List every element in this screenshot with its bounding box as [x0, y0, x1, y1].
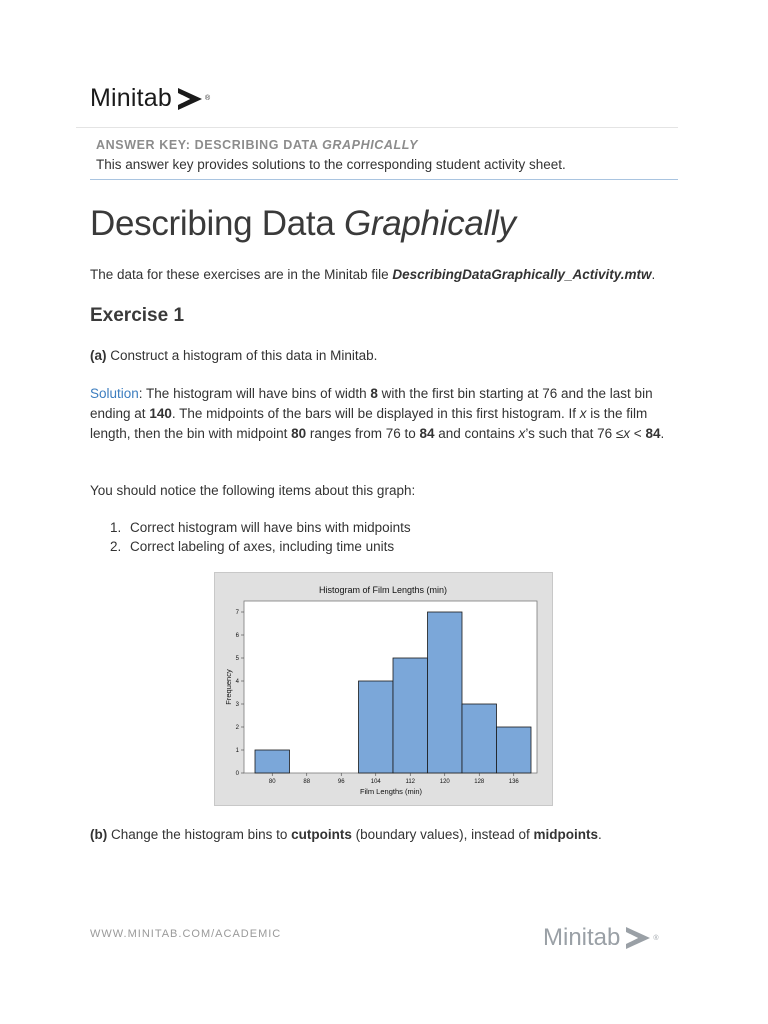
y-tick-label: 1: [235, 748, 239, 754]
part-a-label: (a): [90, 348, 107, 363]
solution-var: x: [623, 426, 631, 441]
blue-divider: [90, 179, 678, 180]
solution-bold: 84: [419, 426, 435, 441]
part-a-paragraph: [90, 346, 377, 366]
list-text: Correct histogram will have bins with midpoints: [130, 520, 411, 535]
exercise-heading: Exercise 1: [90, 305, 185, 326]
part-b-text: .: [597, 827, 602, 842]
part-b-bold: cutpoints: [291, 827, 352, 842]
y-tick-label: 3: [235, 702, 239, 708]
solution-paragraph: [90, 384, 690, 444]
solution-text: . The midpoints of the bars will be displayed in this first histogram. If: [171, 406, 580, 421]
part-b-label: (b): [90, 827, 108, 842]
solution-bold: 80: [291, 426, 307, 441]
x-tick-label: 88: [303, 779, 311, 785]
header-divider: [76, 127, 678, 128]
intro-paragraph: [90, 265, 655, 285]
histogram-bar: [359, 681, 394, 773]
subhead-italic: GRAPHICALLY: [322, 138, 419, 152]
x-tick-label: 120: [439, 779, 450, 785]
solution-text: is the film length, then the bin with midpoint: [90, 406, 648, 441]
footer-minitab-logo: [543, 924, 659, 952]
solution-var: x: [518, 426, 526, 441]
data-file-name: DescribingDataGraphically_Activity.mtw: [392, 267, 652, 282]
solution-text: ranges from 76 to: [306, 426, 420, 441]
answer-key-description: This answer key provides solutions to the corresponding student activity sheet.: [96, 157, 566, 172]
registered-mark: ®: [653, 934, 659, 942]
part-b-paragraph: [90, 825, 602, 845]
x-tick-label: 128: [474, 779, 485, 785]
answer-key-heading: [96, 138, 418, 152]
chart-title: Histogram of Film Lengths (min): [318, 585, 448, 595]
list-item: [110, 537, 411, 556]
list-text: Correct labeling of axes, including time units: [130, 539, 395, 554]
histogram-figure: [214, 572, 553, 806]
minitab-arrow-icon: [626, 927, 652, 949]
histogram-bar: [393, 658, 428, 773]
y-tick-label: 5: [235, 656, 239, 662]
solution-text: with the first bin starting at 76 and the last bin ending at: [90, 386, 653, 421]
solution-text: ’s such that 76 ≤: [525, 426, 624, 441]
list-item: [110, 518, 411, 537]
y-tick-label: 6: [235, 633, 239, 639]
subhead-text: ANSWER KEY: DESCRIBING DATA: [96, 138, 323, 152]
minitab-logo: [90, 84, 210, 113]
histogram-bar: [497, 727, 532, 773]
x-axis-label: Film Lengths (min): [359, 787, 423, 796]
criteria-list: [110, 518, 411, 556]
part-a-text: Construct a histogram of this data in Minitab.: [106, 348, 378, 363]
y-tick-label: 2: [235, 725, 239, 731]
solution-bold: 8: [370, 386, 378, 401]
x-tick-label: 96: [337, 779, 345, 785]
title-italic: Graphically: [343, 204, 516, 243]
footer-url-link[interactable]: WWW.MINITAB.COM/ACADEMIC: [90, 928, 282, 940]
histogram-bar: [428, 612, 463, 773]
y-tick-label: 4: [235, 679, 239, 685]
solution-text: <: [630, 426, 646, 441]
list-number: 1.: [110, 520, 122, 535]
part-b-text: (boundary values), instead of: [351, 827, 534, 842]
part-b-bold: midpoints: [533, 827, 598, 842]
intro-end: .: [651, 267, 656, 282]
part-b-text: Change the histogram bins to: [107, 827, 292, 842]
solution-bold: 84: [645, 426, 661, 441]
x-tick-label: 112: [405, 779, 416, 785]
registered-mark: ®: [205, 95, 211, 102]
solution-text: .: [660, 426, 665, 441]
logo-wordmark: Minitab: [90, 84, 172, 112]
page-title: [90, 204, 516, 244]
solution-label: Solution: [90, 386, 139, 401]
y-tick-label: 0: [235, 771, 239, 777]
logo-wordmark: Minitab: [543, 924, 621, 951]
y-tick-label: 7: [235, 610, 239, 616]
y-axis-label: Frequency: [224, 669, 233, 705]
solution-var: x: [579, 406, 587, 421]
histogram-chart: [215, 573, 552, 805]
solution-text: and contains: [434, 426, 519, 441]
solution-text: : The histogram will have bins of width: [138, 386, 371, 401]
histogram-bar: [255, 750, 290, 773]
histogram-bar: [462, 704, 497, 773]
minitab-arrow-icon: [178, 88, 204, 110]
x-tick-label: 136: [508, 779, 519, 785]
x-tick-label: 80: [268, 779, 276, 785]
title-plain: Describing Data: [90, 204, 344, 243]
notice-paragraph: You should notice the following items about this graph:: [90, 483, 416, 498]
list-number: 2.: [110, 539, 122, 554]
intro-text: The data for these exercises are in the Minitab file: [90, 267, 393, 282]
solution-bold: 140: [149, 406, 172, 421]
x-tick-label: 104: [370, 779, 381, 785]
